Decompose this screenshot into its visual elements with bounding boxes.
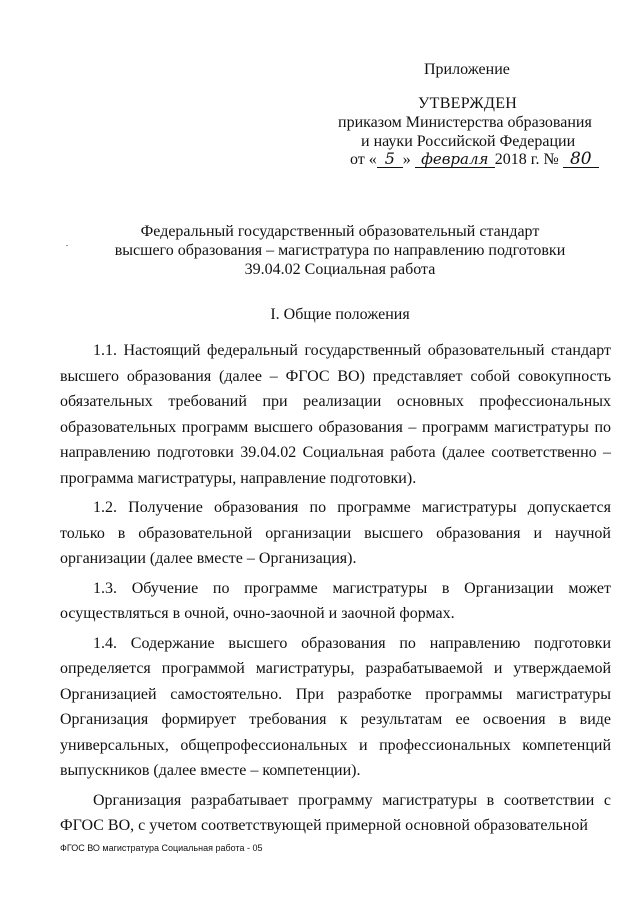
paragraph-1-2: 1.2. Получение образования по программе магистратуры допускается только в образовательной организации высшего образования и научной организации (далее вместе – Организация). bbox=[60, 499, 611, 567]
scan-speck bbox=[66, 245, 68, 246]
date-prefix: от « bbox=[350, 151, 377, 168]
date-quote-close: » bbox=[402, 151, 411, 168]
title-line-1: Федеральный государственный образовательный стандарт bbox=[140, 223, 540, 240]
paragraph-continuation: Организация разрабатывает программу магистратуры в соответствии с ФГОС ВО, с учетом соответствующей примерной основной образовательной bbox=[60, 791, 611, 834]
approved-label: УТВЕРЖДЕН bbox=[418, 95, 518, 112]
handwritten-day: 5 bbox=[377, 151, 403, 168]
approval-date-line bbox=[350, 150, 599, 170]
title-line-2: высшего образования – магистратура по направлению подготовки bbox=[114, 242, 566, 259]
paragraph-1-1: 1.1. Настоящий федеральный государственный образовательный стандарт высшего образования (далее – ФГОС ВО) представляет собой совокупность обязательных требований при реализации основных профессиональных образовательных программ высшего образования – программ магистратуры по направлению подготовки 39.04.02 Социальная работа (далее соответственно – программа магистратуры, направление подготовки). bbox=[60, 342, 611, 487]
paragraph-1-3: 1.3. Обучение по программе магистратуры в Организации может осуществляться в очной, очно-заочной и заочной формах. bbox=[60, 579, 611, 622]
appendix-label: Приложение bbox=[424, 61, 510, 78]
approval-federation-line: и науки Российской Федерации bbox=[361, 133, 576, 150]
approval-ministry-line: приказом Министерства образования bbox=[338, 114, 592, 131]
section-heading: I. Общие положения bbox=[270, 306, 410, 323]
document-title bbox=[60, 222, 620, 279]
page-footer: ФГОС ВО магистратура Социальная работа - 05 bbox=[60, 843, 263, 853]
handwritten-month: февраля bbox=[415, 151, 495, 168]
handwritten-order-number: 80 bbox=[563, 151, 599, 168]
title-line-3: 39.04.02 Социальная работа bbox=[244, 261, 436, 278]
paragraph-1-4: 1.4. Содержание высшего образования по направлению подготовки определяется программой магистратуры, разрабатываемой и утверждаемой Организацией самостоятельно. При разработке программы магистратуры Организация формирует требования к результатам ее освоения в виде универсальных, общепрофессиональных и профессиональных компетенций выпускников (далее вместе – компетенции). bbox=[60, 634, 611, 779]
document-body bbox=[60, 338, 611, 843]
year-and-number-label: 2018 г. № bbox=[494, 151, 559, 168]
